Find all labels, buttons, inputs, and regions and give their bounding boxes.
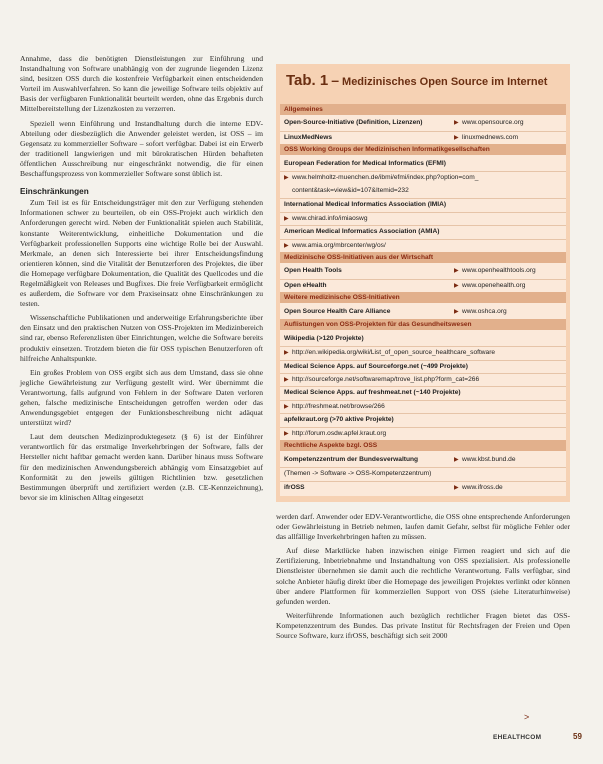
link-arrow-icon: ▶ [284, 430, 289, 437]
table-row [280, 117, 566, 128]
link-arrow-icon: ▶ [454, 308, 459, 315]
paragraph: Ein großes Problem von OSS ergibt sich aus dem Umstand, dass sie ohne jegliche Gewährleistung zur Verfügung gestellt wird. Wer übernimmt die Verantwortung, falls aufgrund von Fehlern in der Software Daten verloren gehen, falsche medizinische Entscheidungen getroffen werden oder das Anwendungsgebiet entgegen der Funktionsbeschreibung nicht adäquat unterstützt wird? [20, 367, 263, 428]
paragraph: Auf diese Marktlücke haben inzwischen einige Firmen reagiert und sich auf die Zertifizierung, Inbetriebnahme und Instandhaltung von OSS spezialisiert. Als professionelle Dienstleister übernehmen sie damit auch die rechtliche Verantwortung. Falls verfügbar, sind solche Anbieter häufig direkt über die Homepage des jeweiligen Projektes verlinkt oder können über andere Plattformen für kommerziellen Support von OSS (siehe Literaturhinweise) gefunden werden. [276, 546, 570, 606]
resource-link[interactable] [454, 482, 503, 492]
link-arrow-icon: ▶ [284, 215, 289, 222]
table-section-header [280, 252, 566, 263]
link-arrow-icon: ▶ [454, 282, 459, 289]
link-text: www.kbst.bund.de [462, 455, 516, 463]
table-row [280, 333, 566, 344]
link-arrow-icon: ▶ [454, 456, 459, 463]
section-heading: Einschränkungen [20, 187, 89, 197]
section-label: Medizinische OSS-Initiativen aus der Wirtschaft [284, 253, 434, 261]
resource-link[interactable] [284, 401, 385, 411]
table-row [280, 279, 566, 290]
link-text: www.chirad.info/imiaoswg [292, 214, 368, 222]
link-arrow-icon: ▶ [284, 175, 289, 182]
resource-name: apfelkraut.org (>70 aktive Projekte) [284, 416, 394, 424]
resource-name: (Themen -> Software -> OSS-Kompetenzzentrum) [284, 470, 432, 478]
table-section-header [280, 144, 566, 155]
link-arrow-icon: ▶ [284, 350, 289, 357]
link-text: http://en.wikipedia.org/wiki/List_of_open_source_healthcare_software [292, 349, 496, 357]
table-section-header [280, 292, 566, 303]
section-label: Weitere medizinische OSS-Initiativen [284, 294, 400, 302]
table-row [280, 158, 566, 169]
section-label: Allgemeines [284, 106, 323, 113]
table-row [280, 306, 566, 317]
link-text: www.oshca.org [462, 307, 507, 315]
resource-link[interactable] [454, 265, 536, 276]
resource-name: Open-Source-Initiative (Definition, Lizenzen) [284, 119, 423, 127]
table-row [280, 171, 566, 182]
table-section-header [280, 319, 566, 330]
resource-link[interactable] [284, 374, 479, 384]
resource-name: Wikipedia (>120 Projekte) [284, 334, 364, 342]
left-text-column [20, 54, 263, 503]
paragraph: Annahme, dass die benötigten Dienstleistungen zur Einführung und Instandhaltung von Software unabhängig von der zugrunde liegenden Lizenz sind, besitzen OSS durch die kostenfreie Verfügbarkeit einen entscheidenden Vorteil im Auswahlverfahren. So kann die jeweilige Software teils objektiv auf Basis der verfügbaren Funktionalität beurteilt werden, ohne das Ergebnis durch Mittelbereitstellung der Lizenzkosten zu verzerren. [20, 54, 263, 114]
table-row [280, 386, 566, 397]
table-row [280, 427, 566, 438]
resource-link[interactable] [454, 454, 516, 465]
link-text: content&task=view&id=107&Itemid=232 [292, 186, 409, 194]
table-row [280, 400, 566, 411]
resource-link[interactable] [284, 428, 386, 438]
link-text: www.amia.org/mbrcenter/wg/os/ [292, 241, 386, 249]
continue-arrow-icon: > [524, 712, 530, 722]
table-row [280, 131, 566, 142]
resource-name: Medical Science Apps. auf Sourceforge.net (~499 Projekte) [284, 362, 468, 370]
table-title [286, 72, 566, 89]
section-label: OSS Working Groups der Medizinischen Informatikgesellschaften [284, 146, 490, 154]
link-text: linuxmednews.com [462, 133, 519, 141]
title-dash: – [331, 72, 340, 88]
resource-name: Open Health Tools [284, 267, 342, 275]
table-row [280, 360, 566, 371]
resource-link[interactable] [284, 240, 386, 250]
resource-name: ifrOSS [284, 483, 305, 491]
paragraph: Speziell wenn Einführung und Instandhaltung durch die interne EDV-Abteilung oder diesbezüglich die Anwender geleistet werden, ist OSS – im Gegensatz zu kommerzieller Software – sofort verfügbar. Dabei ist ein Erwerb der traditionell langwierigen und mit bürokratischen Hürden behafteten öffentlichen Ausschreibung nur eingeschränkt notwendig, die für einen Beschaffungsprozess von kommerzieller Software sonst üblich ist. [20, 118, 263, 179]
table-row [280, 373, 566, 384]
link-text: www.opensource.org [462, 119, 524, 127]
link-arrow-icon: ▶ [284, 403, 289, 410]
resource-name: Medical Science Apps. auf freshmeat.net (~140 Projekte) [284, 389, 461, 397]
paragraph: werden darf. Anwender oder EDV-Verantwortliche, die OSS ohne entsprechende Anforderungen oder Gewährleistung in Betrieb nehmen, laufen damit Gefahr, selbst für mögliche Fehler oder das allfällige Inverkehrbringen haften zu müssen. [276, 512, 570, 542]
link-arrow-icon: ▶ [454, 134, 459, 141]
link-text: www.openehealth.org [462, 281, 526, 289]
table-row [280, 212, 566, 223]
resource-link[interactable] [454, 132, 518, 142]
resource-name: Kompetenzzentrum der Bundesverwaltung [284, 455, 419, 463]
table-section-header [280, 104, 566, 115]
paragraph: Wissenschaftliche Publikationen und anderweitige Erfahrungsberichte über den Einsatz und den praktischen Nutzen von OSS-Projekten im Medizinbereich sind rar, ebenso Referenzlisten über Einrichtungen, welche die Software bereits produktiv einsetzen. Trotzdem bieten die für OSS typischen Benutzerforen oft hilfreiche Anhaltspunkte. [20, 313, 263, 363]
link-text: www.helmholtz-muenchen.de/ibmi/efmi/index.php?option=com_ [292, 174, 479, 182]
link-text: http://sourceforge.net/softwaremap/trove_list.php?form_cat=266 [292, 376, 480, 383]
table-row [280, 239, 566, 250]
link-text: http://forum.osdw.apfel.kraut.org [292, 429, 387, 437]
table-body [280, 104, 566, 496]
resource-name: Open Source Health Care Alliance [284, 307, 391, 315]
table-row [280, 185, 566, 196]
section-label: Auflistungen von OSS-Projekten für das Gesundheitswesen [284, 321, 472, 329]
link-text: www.openhealthtools.org [462, 267, 536, 275]
resource-link[interactable] [454, 117, 524, 128]
resource-name: Open eHealth [284, 281, 327, 289]
link-text: www.ifross.de [462, 483, 503, 491]
table-section-header [280, 440, 566, 451]
link-text: http://freshmeat.net/browse/266 [292, 402, 385, 410]
link-arrow-icon: ▶ [284, 242, 289, 249]
table-row [280, 265, 566, 276]
paragraph: Weiterführende Informationen auch bezüglich rechtlicher Fragen bietet das OSS-Kompetenzzentrum des Bundes. Das private Institut für Rechtsfragen der Freien und Open Source Software, kurz ifrOSS, beschäftigt sich seit 2000 [276, 610, 570, 641]
resource-name: LinuxMedNews [284, 133, 332, 141]
table-row [280, 198, 566, 209]
page-number: 59 [573, 732, 582, 741]
resource-name: American Medical Informatics Association (AMIA) [284, 228, 440, 236]
info-table [276, 64, 570, 502]
table-row [280, 467, 566, 478]
table-title-text: Medizinisches Open Source im Internet [342, 76, 548, 88]
resource-link[interactable] [292, 185, 409, 196]
link-arrow-icon: ▶ [454, 120, 459, 127]
magazine-name: EHEALTHCOM [493, 734, 542, 741]
section-label: Rechtliche Aspekte bzgl. OSS [284, 442, 378, 450]
table-row [280, 413, 566, 424]
resource-link[interactable] [284, 172, 478, 182]
table-row [280, 346, 566, 357]
resource-name: European Federation for Medical Informatics (EFMI) [284, 159, 446, 167]
paragraph: Laut dem deutschen Medizinproduktegesetz (§ 6) ist der Einführer verantwortlich für das erstmalige Inverkehrbringen der Software, falls der Hersteller nicht haftbar gemacht werden kann. Darüber hinaus muss Software für den medizinischen Anwendungsbereich abhängig vom Einsatzgebiet auf Konformität zu den jeweils gültigen Richtlinien bzw. gesetzlichen Bestimmungen überprüft und zertifiziert werden (z.B. CE-Kennzeichnung), bevor sie im klinischen Alltag eingesetzt [20, 432, 263, 502]
right-text-column [276, 512, 570, 641]
link-arrow-icon: ▶ [454, 268, 459, 275]
resource-name: International Medical Informatics Association (IMIA) [284, 201, 447, 209]
link-arrow-icon: ▶ [454, 484, 459, 491]
table-row [280, 481, 566, 492]
resource-link[interactable] [454, 306, 507, 317]
resource-link[interactable] [284, 347, 495, 357]
paragraph: Zum Teil ist es für Entscheidungsträger mit den zur Verfügung stehenden Informationen schwer zu beurteilen, ob ein OSS-Projekt auch wirklich den Anforderungen gerecht wird. Neben der Funktionalität spielen auch Stabilität, konstante Weiterentwicklung, einheitliche Dokumentation und die Verfügbarkeit professionellen Supports eine wichtige Rolle bei der Auswahl. Merkmale, an denen sich Interessierte bei ihrer Entscheidungsfindung orientieren können, sind die Vitalität der Benutzerforen des Projektes, die über die Homepage verfügbare Dokumentation, die Qualität des Quellcodes und die Regelmäßigkeit von Releases und Bugfixes. Die freie Verfügbarkeit ermöglicht es außerdem, die Software vor dem Praxiseinsatz ohne Einschränkungen zu testen. [20, 198, 263, 309]
resource-link[interactable] [454, 280, 525, 290]
table-row [280, 225, 566, 236]
table-number: Tab. 1 [286, 72, 329, 89]
link-arrow-icon: ▶ [284, 377, 289, 383]
resource-link[interactable] [284, 213, 368, 223]
table-row [280, 454, 566, 465]
